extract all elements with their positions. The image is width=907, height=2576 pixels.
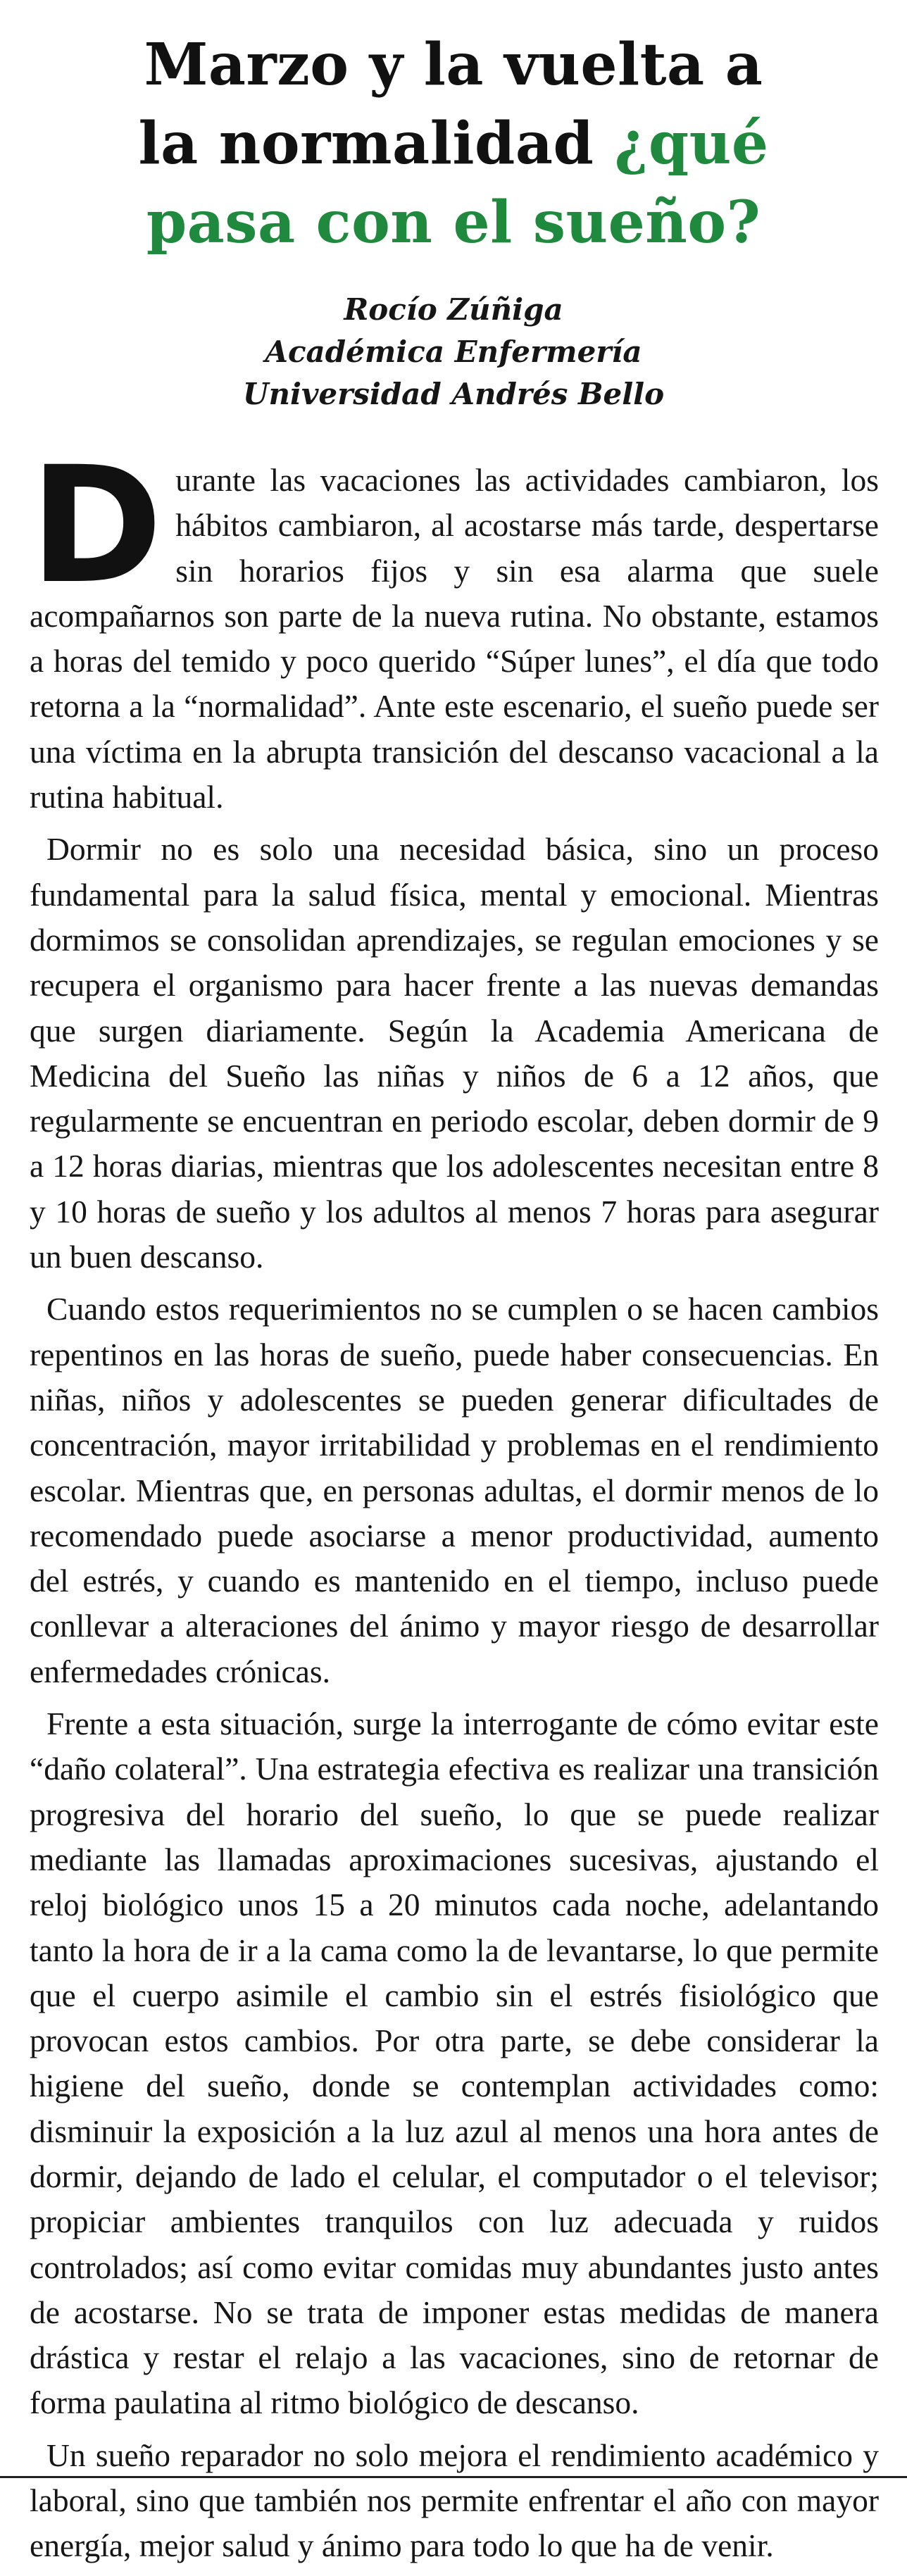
headline-line-2: la normalidad	[138, 110, 615, 177]
byline	[28, 289, 879, 415]
article-body	[30, 432, 879, 2576]
paragraph-4: Frente a esta situación, surge la interrogante de cómo evitar este “daño colateral”. Una estrategia efectiva es realizar una transición progresiva del horario del sueño, lo que se puede realizar mediante las llamadas aproximaciones sucesivas, ajustando el reloj biológico unos 15 a 20 minutos cada noche, adelantando tanto la hora de ir a la cama como la de levantarse, lo que permite que el cuerpo asimile el cambio sin el estrés fisiológico que provocan estos cambios. Por otra parte, se debe considerar la higiene del sueño, donde se contemplan actividades como: disminuir la exposición a la luz azul al menos una hora antes de dormir, dejando de lado el celular, el computador o el televisor; propiciar ambientes tranquilos con luz adecuada y ruidos controlados; así como evitar comidas muy abundantes justo antes de acostarse. No se trata de imponer estas medidas de manera drástica y restar el relajo a las vacaciones, sino de retornar de forma paulatina al ritmo biológico de descanso.	[30, 1706, 879, 2421]
paragraph-1-text: urante las vacaciones las actividades cambiaron, los hábitos cambiaron, al acostarse más tarde, despertarse sin horarios fijos y sin esa alarma que suele acompañarnos son parte de la nueva rutina. No obstante, estamos a horas del temido y poco querido “Súper lunes”, el día que todo retorna a la “normalidad”. Ante este escenario, el sueño puede ser una víctima en la abrupta transición del descanso vacacional a la rutina habitual.	[30, 462, 879, 815]
drop-cap: D	[30, 432, 163, 619]
headline-accent-question-start: ¿qué	[614, 110, 769, 177]
headline	[28, 25, 879, 262]
headline-accent-question-end: pasa con el sueño?	[146, 189, 761, 256]
paragraph-5: Un sueño reparador no solo mejora el rendimiento académico y laboral, sino que también nos permite enfrentar el año con mayor energía, mejor salud y ánimo para todo lo que ha de venir.	[30, 2437, 879, 2564]
paragraph-1	[30, 432, 879, 820]
headline-line-1: Marzo y la vuelta a	[144, 31, 763, 99]
paragraph-3: Cuando estos requerimientos no se cumplen o se hacen cambios repentinos en las horas de sueño, puede haber consecuencias. En niñas, niños y adolescentes se pueden generar dificultades de concentración, mayor irritabilidad y problemas en el rendimiento escolar. Mientras que, en personas adultas, el dormir menos de lo recomendado puede asociarse a menor productividad, aumento del estrés, y cuando es mantenido en el tiempo, incluso puede conllevar a alteraciones del ánimo y mayor riesgo de desarrollar enfermedades crónicas.	[30, 1291, 879, 1689]
bottom-rule-divider	[0, 2476, 907, 2478]
paragraph-2: Dormir no es solo una necesidad básica, sino un proceso fundamental para la salud física, mental y emocional. Mientras dormimos se consolidan aprendizajes, se regulan emociones y se recupera el organismo para hacer frente a las nuevas demandas que surgen diariamente. Según la Academia Americana de Medicina del Sueño las niñas y niños de 6 a 12 años, que regularmente se encuentran en periodo escolar, deben dormir de 9 a 12 horas diarias, mientras que los adolescentes necesitan entre 8 y 10 horas de sueño y los adultos al menos 7 horas para asegurar un buen descanso.	[30, 831, 879, 1275]
author-role: Académica Enfermería	[265, 334, 642, 369]
author-name: Rocío Zúñiga	[344, 292, 563, 327]
author-institution: Universidad Andrés Bello	[242, 377, 665, 411]
